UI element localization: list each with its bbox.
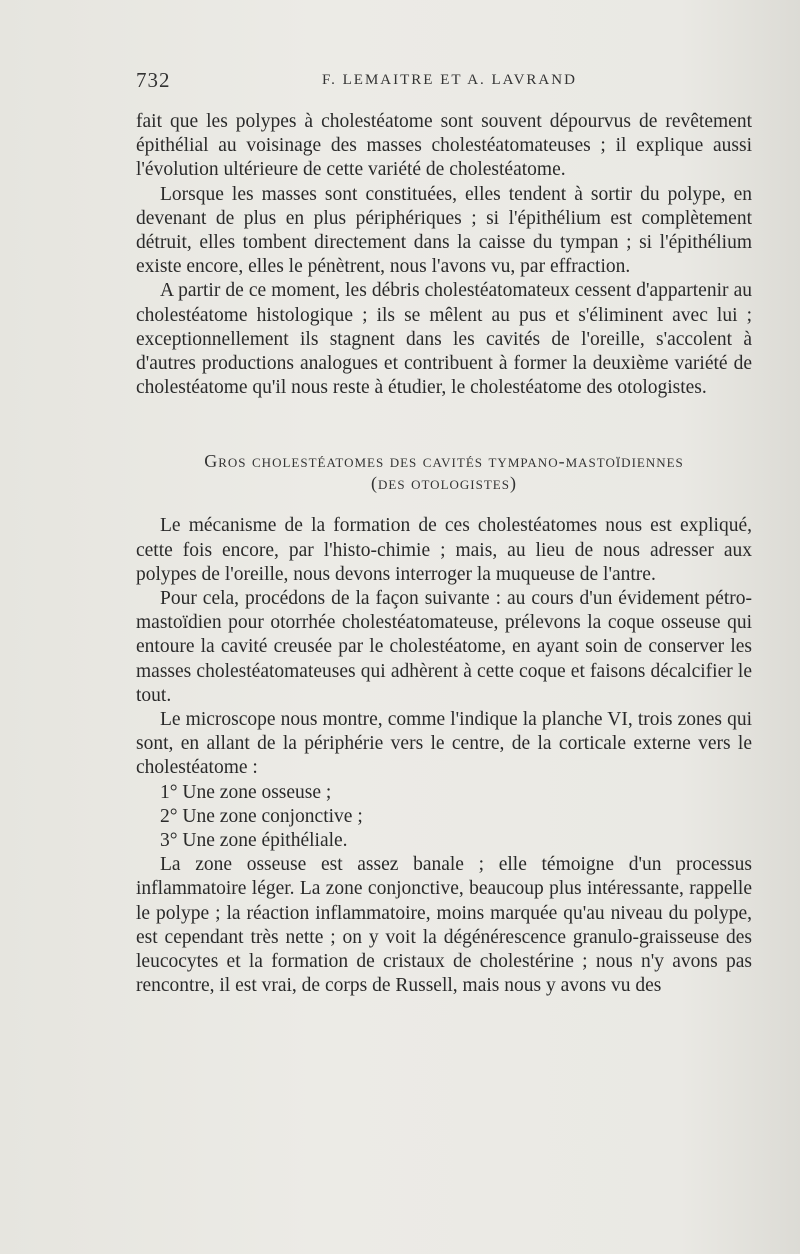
page-number: 732 <box>136 68 171 92</box>
paragraph: A partir de ce moment, les débris cholestéatomateux cessent d'appartenir au cholestéatome histologique ; ils se mêlent au pus et s'éliminent avec lui ; exceptionnellement ils stagnent dans les cavités de l'oreille, s'accolent à d'autres productions analogues et contribuent à former la deuxième variété de cholestéatome qu'il nous reste à étudier, le cholestéatome des otologistes. <box>136 280 752 399</box>
running-head: F. LEMAITRE ET A. LAVRAND <box>322 72 577 88</box>
paragraph: La zone osseuse est assez banale ; elle témoigne d'un processus inflammatoire léger. La zone conjonctive, beaucoup plus intéressante, rappelle le polype ; la réaction inflammatoire, moins marquée qu'au niveau du polype, est cependant très nette ; on y voit la dégénérescence granulo-graisseuse des leucocytes et la formation de cristaux de cholestérine ; nous n'y avons pas rencontre, il est vrai, de corps de Russell, mais nous y avons vu des <box>136 854 752 997</box>
paragraph: Le microscope nous montre, comme l'indique la planche VI, trois zones qui sont, en allant de la périphérie vers le centre, de la corticale externe vers le cholestéatome : <box>136 709 752 779</box>
list-item: 2° Une zone conjonctive ; <box>160 805 363 827</box>
paragraph: Lorsque les masses sont constituées, elles tendent à sortir du polype, en devenant de plus en plus périphériques ; si l'épithélium est complètement détruit, elles tombent directement dans la caisse du tympan ; si l'épithélium existe encore, elles le pénètrent, nous l'avons vu, par effraction. <box>136 183 752 278</box>
list-item: 1° Une zone osseuse ; <box>160 781 332 803</box>
section-heading-line-1: Gros cholestéatomes des cavités tympano-mastoïdiennes <box>204 451 684 472</box>
paragraph: Pour cela, procédons de la façon suivante : au cours d'un évidement pétro-mastoïdien pour otorrhée cholestéatomateuse, prélevons la coque osseuse qui entoure la cavité creusée par le cholestéatome, en ayant soin de conserver les masses cholestéatomateuses qui adhèrent à cette coque et faisons décalcifier le tout. <box>136 588 752 706</box>
section-heading-line-2: (des otologistes) <box>371 473 517 494</box>
paragraph: fait que les polypes à cholestéatome sont souvent dépourvus de revêtement épithélial au voisinage des masses cholestéatomateuses ; il explique aussi l'évolution ultérieure de cette variété de cholestéatome. <box>136 111 752 181</box>
section-heading <box>136 450 752 494</box>
body-text <box>136 110 752 999</box>
list-item: 3° Une zone épithéliale. <box>160 830 348 852</box>
page-header <box>136 68 756 94</box>
paragraph: Le mécanisme de la formation de ces cholestéatomes nous est expliqué, cette fois encore, par l'histo-chimie ; mais, au lieu de nous adresser aux polypes de l'oreille, nous devons interroger la muqueuse de l'antre. <box>136 515 752 585</box>
